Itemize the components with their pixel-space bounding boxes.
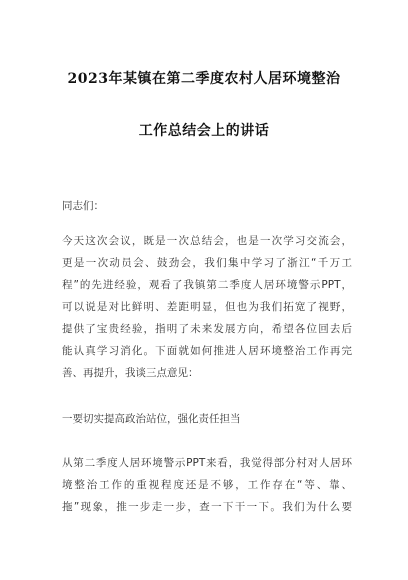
greeting: 同志们： [62,200,104,212]
paragraph-line: 善、再提升，我谈三点意见： [62,367,199,379]
paragraph-line: 从第二季度人居环境警示PPT来看，我觉得部分村对人居环 [62,457,352,469]
paragraph-line: 程”的先进经验，观看了我镇第二季度人居环境警示PPT， [62,279,352,291]
section-heading-1 [62,408,352,430]
paragraph-section-1-body [62,452,352,518]
paragraph-line: 可以说是对比鲜明、差距明显，但也为我们拓宽了视野， [62,301,352,313]
paragraph-line: 能认真学习消化。下面就如何推进人居环境整治工作再完 [62,345,352,357]
paragraph-line: 今天这次会议，既是一次总结会，也是一次学习交流会， [62,235,352,247]
paragraph-line: 提供了宝贵经验，指明了未来发展方向，希望各位回去后 [62,323,352,335]
paragraph-line: 拖”现象，推一步走一步，查一下干一下。我们为什么要 [62,501,352,513]
paragraph-line: 更是一次动员会、鼓劲会，我们集中学习了浙江“千万工 [62,257,352,269]
paragraph-line: 一要切实提高政治站位，强化责任担当 [62,413,241,425]
document-title-line-2: 工作总结会上的讲话 [138,123,270,139]
paragraph-line: 境整治工作的重视程度还是不够，工作存在“等、靠、 [62,479,352,491]
paragraph-opening [62,230,352,384]
document-title-line-1: 2023年某镇在第二季度农村人居环境整治 [67,71,341,87]
